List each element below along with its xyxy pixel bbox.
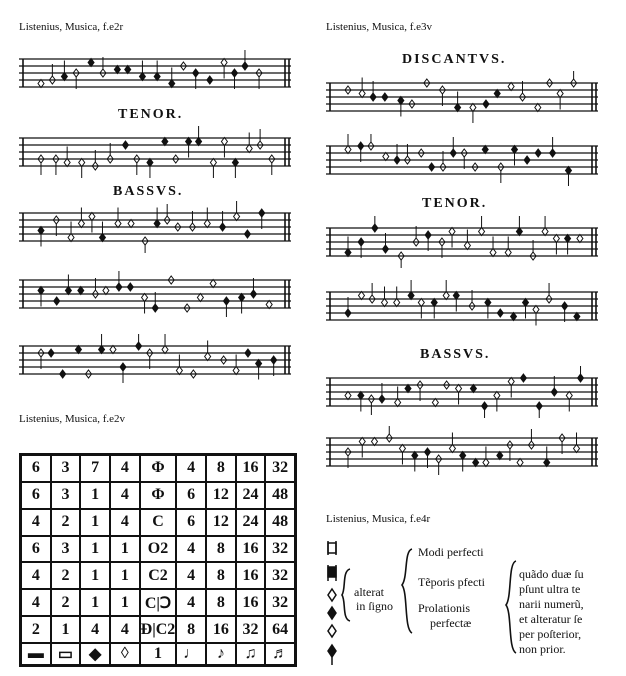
staff-notes-icon: [19, 126, 291, 178]
note-value-icon: ♩: [176, 643, 206, 665]
table-cell: 4: [176, 455, 206, 482]
staff-notes-icon: [326, 366, 598, 418]
staff-notes-icon: [326, 71, 598, 123]
voice-title-discantus: DISCANTVS.: [402, 52, 507, 67]
table-cell: 32: [265, 455, 295, 482]
table-cell: 32: [265, 589, 295, 616]
note-value-icon: 1: [140, 643, 177, 665]
table-cell: 6: [176, 509, 206, 536]
table-cell: 32: [236, 616, 266, 643]
table-cell: 12: [206, 482, 236, 509]
staff-right-1: [326, 71, 598, 123]
modi-label: Modi perfecti: [418, 545, 484, 559]
staff-left-5: [19, 334, 291, 386]
staff-notes-icon: [326, 134, 598, 186]
table-cell: 2: [51, 509, 81, 536]
table-cell: 48: [265, 482, 295, 509]
table-cell: 1: [80, 536, 110, 563]
staff-notes-icon: [326, 280, 598, 332]
table-cell: 4: [80, 616, 110, 643]
table-cell: 16: [236, 589, 266, 616]
table-cell: 1: [110, 536, 140, 563]
table-cell: 16: [236, 455, 266, 482]
caption-f3v: Listenius, Musica, f.e3v: [326, 21, 433, 33]
table-cell: 2: [51, 562, 81, 589]
perfectae-label: perfectæ: [430, 616, 472, 630]
table-cell: 4: [176, 536, 206, 563]
table-cell: 64: [265, 616, 295, 643]
table-cell: 16: [236, 536, 266, 563]
table-cell: 4: [176, 562, 206, 589]
table-cell: 8: [176, 616, 206, 643]
table-cell: 8: [206, 562, 236, 589]
staff-right-4: [326, 280, 598, 332]
caption-f2v: Listenius, Musica, f.e2v: [19, 413, 126, 425]
staff-notes-icon: [326, 426, 598, 478]
caption-f4r: Listenius, Musica, f.e4r: [326, 513, 431, 525]
staff-notes-icon: [326, 216, 598, 268]
note-value-icon: ▬: [21, 643, 51, 665]
staff-notes-icon: [19, 334, 291, 386]
table-cell: 1: [51, 616, 81, 643]
in-signo-label: in ſigno: [356, 599, 394, 613]
staff-notes-icon: [19, 47, 291, 99]
voice-title-tenor-right: TENOR.: [422, 196, 488, 211]
staff-left-3: [19, 201, 291, 253]
table-cell: 4: [110, 482, 140, 509]
staff-right-6: [326, 426, 598, 478]
voice-title-bassus-right: BASSVS.: [420, 347, 491, 362]
rule-line-5: per poſterior,: [519, 627, 582, 641]
table-cell: 8: [206, 455, 236, 482]
staff-left-2: [19, 126, 291, 178]
alteration-rule: [326, 537, 616, 667]
table-cell: 48: [265, 509, 295, 536]
table-cell: 6: [176, 482, 206, 509]
note-value-icon: ♬: [265, 643, 295, 665]
table-cell: 24: [236, 509, 266, 536]
rule-line-2: pſunt ultra te: [519, 582, 581, 596]
table-cell: 4: [110, 616, 140, 643]
table-cell: 4: [21, 509, 51, 536]
table-cell: 6: [21, 482, 51, 509]
table-cell: 4: [110, 455, 140, 482]
table-cell: 1: [80, 562, 110, 589]
voice-title-bassus-left: BASSVS.: [113, 184, 184, 199]
table-cell: 6: [21, 455, 51, 482]
staff-right-3: [326, 216, 598, 268]
mensuration-table: [19, 453, 297, 667]
table-cell: 32: [265, 536, 295, 563]
table-cell: 1: [80, 509, 110, 536]
table-cell: 2: [51, 589, 81, 616]
table-cell: 7: [80, 455, 110, 482]
table-cell: 1: [80, 589, 110, 616]
staff-left-4: [19, 268, 291, 320]
table-cell: 2: [21, 616, 51, 643]
table-cell: 16: [236, 562, 266, 589]
table-cell: 3: [51, 455, 81, 482]
rule-line-4: et alteratur ſe: [519, 612, 583, 626]
staff-right-2: [326, 134, 598, 186]
rule-line-6: non prior.: [519, 642, 566, 656]
table-cell: 1: [110, 562, 140, 589]
table-cell: 32: [265, 562, 295, 589]
table-cell: 1: [80, 482, 110, 509]
rule-line-1: quãdo duæ ſu: [519, 567, 584, 581]
table-cell: 6: [21, 536, 51, 563]
staff-notes-icon: [19, 201, 291, 253]
table-cell: 8: [206, 536, 236, 563]
table-cell: O2: [140, 536, 177, 563]
alteratae-label: alterat: [354, 585, 384, 599]
table-cell: Ð|C2: [140, 616, 177, 643]
voice-title-tenor-left: TENOR.: [118, 107, 184, 122]
caption-f2r: Listenius, Musica, f.e2r: [19, 21, 124, 33]
table-cell: 4: [21, 589, 51, 616]
note-value-icon: ▭: [51, 643, 81, 665]
table-cell: 4: [21, 562, 51, 589]
prolationis-label: Prolationis: [418, 601, 471, 615]
note-value-icon: ◆: [80, 643, 110, 665]
note-value-icon: ♪: [206, 643, 236, 665]
table-cell: C|Ↄ: [140, 589, 177, 616]
table-cell: 8: [206, 589, 236, 616]
table-cell: 16: [206, 616, 236, 643]
temporis-label: Tẽporis pfecti: [418, 575, 485, 589]
rule-line-3: narii numerũ,: [519, 597, 584, 611]
note-value-icon: ♫: [236, 643, 266, 665]
table-cell: 1: [110, 589, 140, 616]
note-value-icon: ◊: [110, 643, 140, 665]
staff-left-1: [19, 47, 291, 99]
table-cell: 3: [51, 482, 81, 509]
staff-notes-icon: [19, 268, 291, 320]
table-cell: Φ: [140, 482, 177, 509]
table-cell: 3: [51, 536, 81, 563]
table-cell: 4: [110, 509, 140, 536]
table-cell: 12: [206, 509, 236, 536]
table-cell: C2: [140, 562, 177, 589]
staff-right-5: [326, 366, 598, 418]
table-cell: C: [140, 509, 177, 536]
table-cell: 24: [236, 482, 266, 509]
table-cell: 4: [176, 589, 206, 616]
table-cell: Φ: [140, 455, 177, 482]
